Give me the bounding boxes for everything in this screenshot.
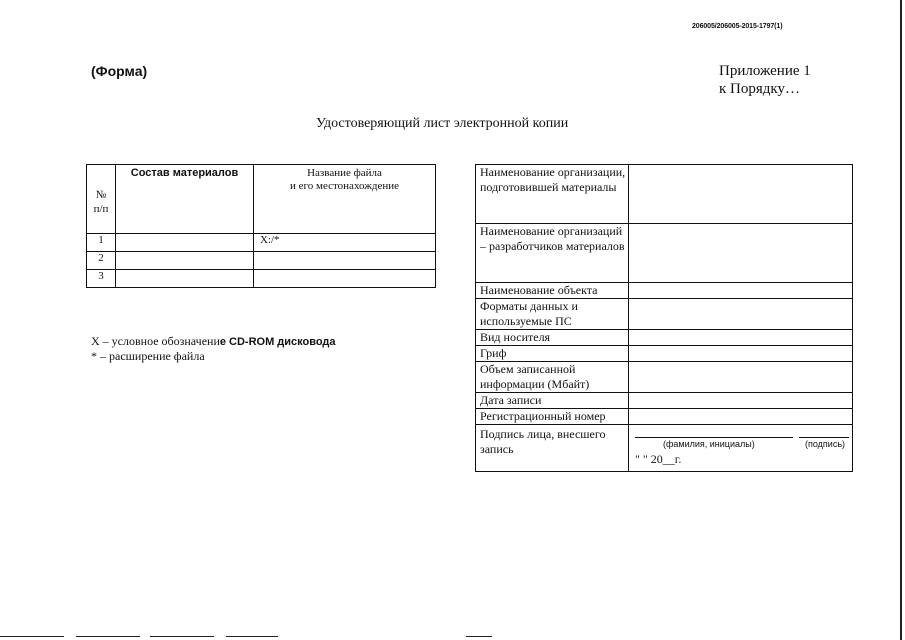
scan-artifact: [466, 636, 492, 637]
table-row: [476, 393, 853, 409]
appendix-line: Приложение 1: [719, 63, 811, 79]
row-value: [629, 409, 853, 425]
document-title: Удостоверяющий лист электронной копии: [316, 116, 569, 131]
table-row: [87, 234, 436, 252]
row-number: 2: [87, 252, 116, 270]
scan-artifact: [0, 636, 64, 637]
header-number: [87, 165, 116, 234]
row-label: Подпись лица, внесшего запись: [476, 425, 629, 472]
row-label: Наименование организации, подготовившей материалы: [476, 165, 629, 224]
row-number: 3: [87, 270, 116, 288]
table-row: [476, 283, 853, 299]
table-row: [476, 299, 853, 330]
row-label: Вид носителя: [476, 330, 629, 346]
document-number: 206005/206005-2015-1797(1): [692, 23, 783, 30]
legend-line: [91, 334, 336, 349]
row-label: Форматы данных и используемые ПС: [476, 299, 629, 330]
materials-table: [86, 164, 436, 288]
certificate-info-table: [475, 164, 853, 472]
table-row: [476, 409, 853, 425]
row-value: [629, 393, 853, 409]
header-file-line: и его местонахождение: [290, 180, 399, 192]
header-number-line: п/п: [93, 203, 109, 215]
row-value: [629, 346, 853, 362]
header-number-line: №: [95, 189, 107, 201]
table-row: [476, 224, 853, 283]
appendix-note: [719, 62, 811, 98]
signature-caption: (подпись): [805, 439, 846, 449]
signature-block: [629, 425, 852, 465]
table-row: [476, 425, 853, 472]
form-label: (Форма): [91, 63, 148, 79]
legend: [91, 334, 336, 363]
header-composition: Состав материалов: [116, 165, 254, 234]
scan-artifact: [76, 636, 140, 637]
header-file-line: Название файла: [307, 167, 382, 179]
row-label: Регистрационный номер: [476, 409, 629, 425]
table-row: [476, 346, 853, 362]
row-label: Наименование объекта: [476, 283, 629, 299]
row-file: X:/*: [254, 234, 436, 252]
legend-drive-prefix: X – условное обозначени: [91, 334, 220, 348]
row-file: [254, 270, 436, 288]
row-composition: [116, 234, 254, 252]
table-row: [476, 362, 853, 393]
scan-artifact: [226, 636, 278, 637]
table-row: [87, 252, 436, 270]
table-header-row: [87, 165, 436, 234]
row-file: [254, 252, 436, 270]
row-number: 1: [87, 234, 116, 252]
table-row: [476, 165, 853, 224]
page-edge: [900, 0, 902, 640]
row-value: [629, 165, 853, 224]
row-label: Объем записанной информации (Мбайт): [476, 362, 629, 393]
row-value: [629, 299, 853, 330]
row-label: Гриф: [476, 346, 629, 362]
row-value: [629, 283, 853, 299]
date-line: " " 20__г.: [635, 452, 682, 466]
signature-cell: [629, 425, 853, 472]
row-composition: [116, 270, 254, 288]
legend-line: * – расширение файла: [91, 349, 205, 363]
appendix-line: к Порядку…: [719, 81, 800, 97]
name-caption: (фамилия, инициалы): [663, 439, 755, 449]
table-row: [476, 330, 853, 346]
row-composition: [116, 252, 254, 270]
header-file: [254, 165, 436, 234]
row-value: [629, 224, 853, 283]
row-label: Наименование организаций – разработчиков материалов: [476, 224, 629, 283]
row-value: [629, 330, 853, 346]
row-label: Дата записи: [476, 393, 629, 409]
signature-underline: [799, 437, 849, 438]
name-underline: [635, 437, 793, 438]
scan-artifact: [150, 636, 214, 637]
legend-drive-bold: е CD-ROM дисковода: [219, 336, 336, 348]
table-row: [87, 270, 436, 288]
row-value: [629, 362, 853, 393]
